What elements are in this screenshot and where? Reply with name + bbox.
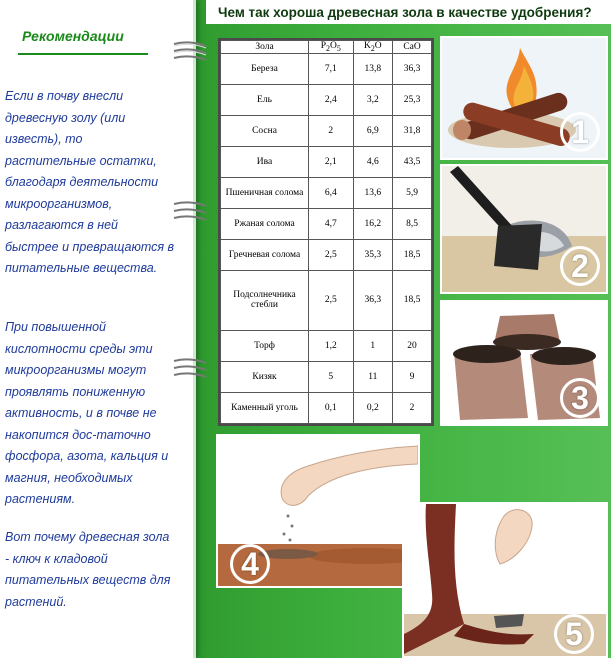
picture-number-1: 1 — [560, 112, 600, 152]
table-cell-ash-type: Кизяк — [221, 361, 309, 392]
column-header-k2o: $K_2O$ — [353, 41, 393, 54]
table-cell-value: 36,3 — [393, 53, 432, 84]
recommendation-paragraph-2: При повышенной кислотности среды эти микроорганизмы могут проявлять пониженную активность, и в почве не накопится дос-таточно фосфора, азота, кальция и магния, необходимых растениям. — [5, 320, 169, 506]
table-cell-ash-type: Пшеничная солома — [221, 178, 309, 209]
table-cell-value: 43,5 — [393, 147, 432, 178]
table-cell-value: 9 — [393, 361, 432, 392]
table-cell-value: 6,9 — [353, 116, 393, 147]
table-cell-value: 16,2 — [353, 209, 393, 240]
table-cell-ash-type: Ива — [221, 147, 309, 178]
recommendations-panel — [0, 0, 196, 658]
table-cell-value: 0,2 — [353, 392, 393, 423]
ash-composition-table — [218, 38, 434, 426]
table-cell-value: 18,5 — [393, 271, 432, 330]
picture-number-3: 3 — [560, 378, 600, 418]
table-row — [221, 240, 432, 271]
sacks-picture — [440, 300, 608, 426]
column-header-ash: Зола — [221, 41, 309, 54]
table-cell-value: 35,3 — [353, 240, 393, 271]
spiral-binding-icon — [172, 38, 208, 78]
spiral-binding-icon — [172, 355, 208, 395]
table-cell-value: 2,5 — [309, 271, 354, 330]
table-cell-ash-type: Торф — [221, 330, 309, 361]
table-row — [221, 392, 432, 423]
table-cell-value: 13,8 — [353, 53, 393, 84]
heading-underline — [18, 53, 148, 55]
campfire-picture — [440, 36, 608, 160]
shovel-picture — [440, 164, 608, 294]
table-cell-value: 2,4 — [309, 84, 354, 115]
table-cell-value: 2 — [309, 116, 354, 147]
table-cell-value: 2,5 — [309, 240, 354, 271]
table-cell-value: 5 — [309, 361, 354, 392]
table-cell-value: 36,3 — [353, 271, 393, 330]
hand-sprinkle-picture — [216, 434, 420, 588]
table-cell-ash-type: Гречневая солома — [221, 240, 309, 271]
spiral-binding-icon — [172, 198, 208, 238]
picture-number-2: 2 — [560, 246, 600, 286]
table-cell-value: 20 — [393, 330, 432, 361]
picture-number-5: 5 — [554, 614, 594, 654]
recommendations-heading: Рекомендации — [22, 28, 124, 44]
table-row — [221, 147, 432, 178]
table-cell-value: 1,2 — [309, 330, 354, 361]
table-cell-ash-type: Сосна — [221, 116, 309, 147]
table-header-row — [221, 41, 432, 54]
table-cell-value: 6,4 — [309, 178, 354, 209]
table-cell-ash-type: Ржаная солома — [221, 209, 309, 240]
table-cell-value: 1 — [353, 330, 393, 361]
table-cell-value: 25,3 — [393, 84, 432, 115]
recommendation-paragraph-1: Если в почву внесли древесную золу (или известь), то растительные остатки, благодаря деятельности микроорганизмов, разлагаются в ней быстрее и превращаются в питательные вещества. — [5, 89, 175, 275]
table-cell-value: 5,9 — [393, 178, 432, 209]
table-cell-value: 2,1 — [309, 147, 354, 178]
table-cell-ash-type: Подсолнечника стебли — [221, 271, 309, 330]
table-row — [221, 53, 432, 84]
table-row — [221, 209, 432, 240]
column-header-cao: CaO — [393, 41, 432, 54]
table-cell-ash-type: Каменный уголь — [221, 392, 309, 423]
page-title: Чем так хороша древесная зола в качестве удобрения? — [206, 3, 611, 23]
table-cell-value: 2 — [393, 392, 432, 423]
table-row — [221, 330, 432, 361]
table-cell-value: 4,7 — [309, 209, 354, 240]
table-cell-value: 11 — [353, 361, 393, 392]
table-cell-value: 18,5 — [393, 240, 432, 271]
picture-number-4: 4 — [230, 544, 270, 584]
table-cell-value: 31,8 — [393, 116, 432, 147]
table-cell-value: 7,1 — [309, 53, 354, 84]
table-cell-ash-type: Ель — [221, 84, 309, 115]
table-row — [221, 178, 432, 209]
table-row — [221, 116, 432, 147]
table-row — [221, 271, 432, 330]
tree-base-picture — [402, 502, 608, 658]
table-cell-value: 0,1 — [309, 392, 354, 423]
table-row — [221, 361, 432, 392]
column-header-p2o5: $P_2O_5$ — [309, 41, 354, 54]
table-cell-value: 3,2 — [353, 84, 393, 115]
table-cell-value: 8,5 — [393, 209, 432, 240]
table-cell-value: 13,6 — [353, 178, 393, 209]
recommendation-paragraph-3: Вот почему древесная зола - ключ к кладовой питательных веществ для растений. — [5, 530, 171, 609]
table-cell-ash-type: Береза — [221, 53, 309, 84]
table-row — [221, 84, 432, 115]
table-cell-value: 4,6 — [353, 147, 393, 178]
